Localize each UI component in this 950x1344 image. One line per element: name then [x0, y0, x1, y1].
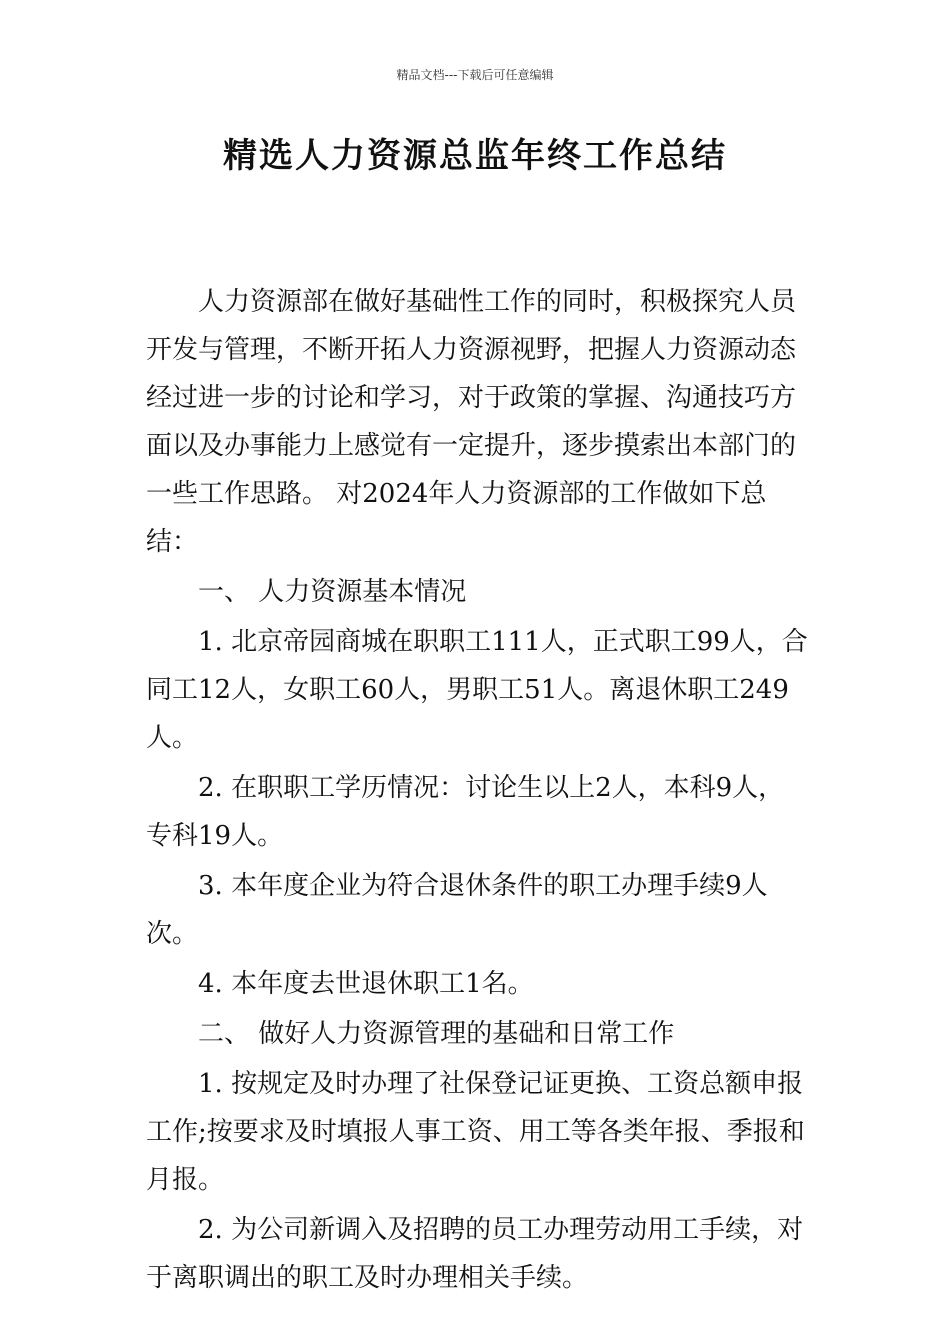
section-heading-2: 二、 做好人力资源管理的基础和日常工作: [198, 1019, 675, 1049]
list-item: 1. 北京帝园商城在职职工111人，正式职工99人，合同工12人，女职工60人，男职工51人。离退休职工249人。: [146, 627, 808, 753]
list-item: 2. 为公司新调入及招聘的员工办理劳动用工手续，对于离职调出的职工及时办理相关手续。: [146, 1215, 804, 1293]
document-title: 精选人力资源总监年终工作总结: [223, 136, 727, 176]
section-heading-1: 一、 人力资源基本情况: [198, 577, 467, 607]
list-item: 1. 按规定及时办理了社保登记证更换、工资总额申报工作;按要求及时填报人事工资、用工等各类年报、季报和月报。: [146, 1069, 805, 1195]
header-note: 精品文档---下载后可任意编辑: [396, 68, 554, 82]
list-item: 3. 本年度企业为符合退休条件的职工办理手续9人次。: [146, 871, 768, 949]
document-body: [146, 278, 810, 1304]
list-item: 2. 在职职工学历情况：讨论生以上2人，本科9人，专科19人。: [146, 773, 785, 851]
list-item: 4. 本年度去世退休职工1名。: [198, 969, 534, 999]
paragraph-intro: 人力资源部在做好基础性工作的同时，积极探究人员开发与管理，不断开拓人力资源视野，把握人力资源动态经过进一步的讨论和学习，对于政策的掌握、沟通技巧方面以及办事能力上感觉有一定提升，逐步摸索出本部门的一些工作思路。 对2024年人力资源部的工作做如下总结：: [146, 287, 797, 557]
